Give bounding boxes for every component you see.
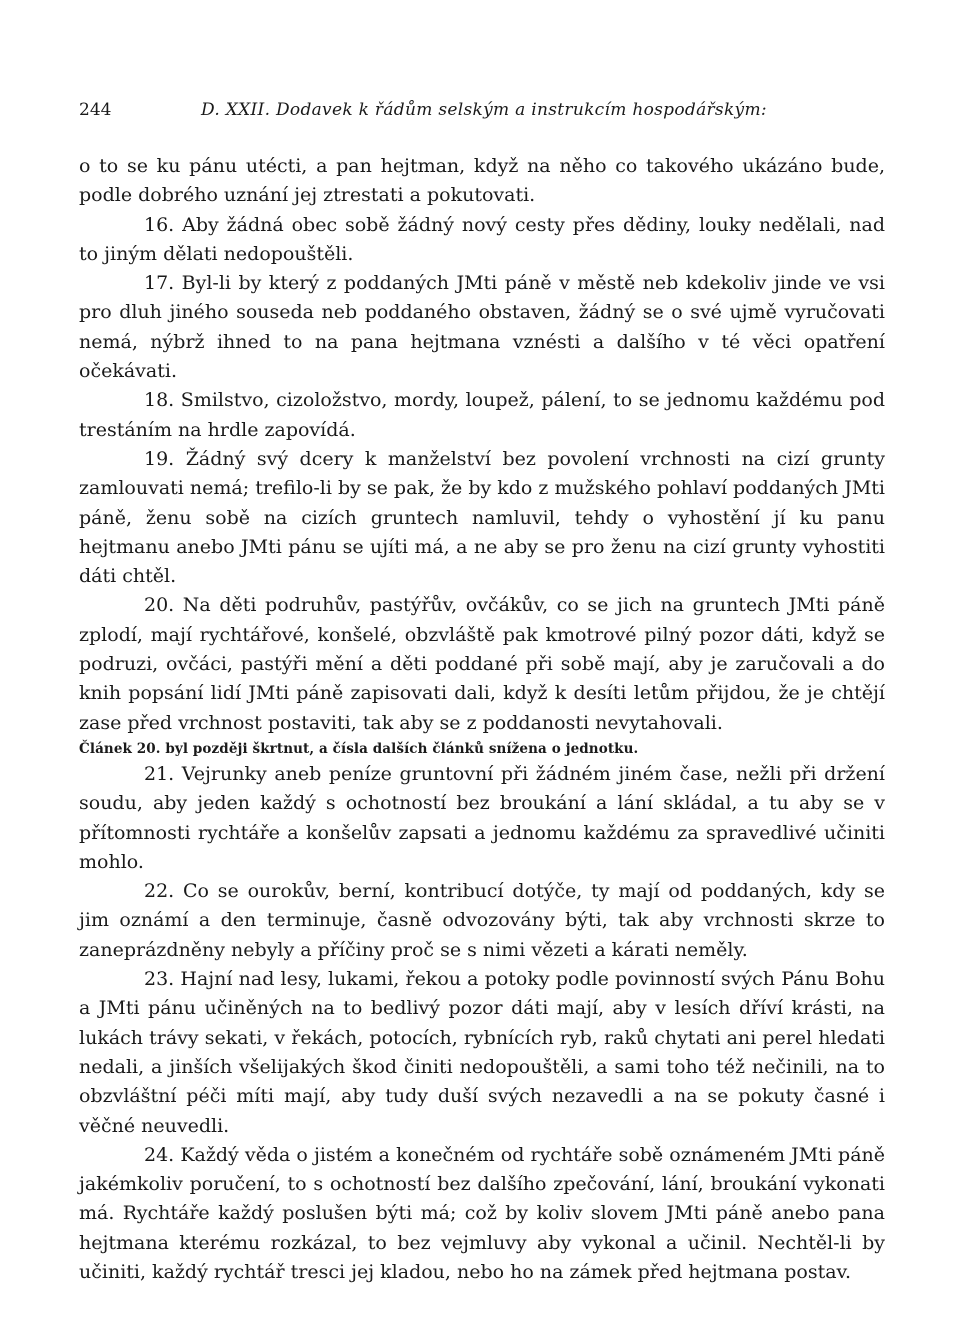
article-16: 16. Aby žádná obec sobě žádný nový cesty přes dědiny, louky nedělali, nad to jiným dělati nedopouštěli. bbox=[79, 213, 885, 265]
body-text bbox=[79, 152, 885, 1287]
article-24: 24. Každý věda o jistém a konečném od rychtáře sobě oznámeném JMti páně jakémkoliv poručení, to s ochotností bez dalšího zpečování, lání, broukání vykonati má. Rychtáře každý poslušen býti má; což by koliv slovem JMti páně anebo pana hejtmana kterému rozkázal, to bez vejmluvy aby vykonal a učinil. Nechtěl-li by učiniti, každý rychtář tresci jej kladou, nebo ho na zámek před hejtmana postav. bbox=[79, 1143, 885, 1283]
article-22: 22. Co se ourokův, berní, kontribucí dotýče, ty mají od poddaných, kdy se jim oznámí a den terminuje, časně odvozovány býti, tak aby vrchnosti skrze to zaneprázdněny nebyly a příčiny proč se s nimi vězeti a kárati neměly. bbox=[79, 880, 885, 961]
article-17: 17. Byl-li by který z poddaných JMti páně v městě neb kdekoliv jinde ve vsi pro dluh jiného souseda neb poddaného obstaven, žádný se o své ujmě vyručovati nemá, nýbrž ihned to na pana hejtmana vznésti a dalšího v té věci opatření očekávati. bbox=[79, 272, 885, 383]
article-21: 21. Vejrunky aneb peníze gruntovní při žádném jiném čase, nežli při držení soudu, aby jeden každý s ochotností bez broukání a lání skládal, a tu aby se v přítomnosti rychtáře a konšelův zapsati a jednomu každému za spravedlivé učiniti mohlo. bbox=[79, 762, 885, 873]
article-18: 18. Smilstvo, cizoložstvo, mordy, loupež, pálení, to se jednomu každému pod trestáním na hrdle zapovídá. bbox=[79, 389, 885, 441]
article-19: 19. Žádný svý dcery k manželství bez povolení vrchnosti na cizí grunty zamlouvati nemá; trefilo-li by se pak, že by kdo z mužského pohlaví poddaných JMti páně, ženu sobě na cizích gruntech namluvil, tehdy o vyhostění jí ku panu hejtmanu anebo JMti pánu se ujíti má, a ne aby se pro ženu na cizí grunty vyhostiti dáti chtěl. bbox=[79, 447, 885, 588]
document-page bbox=[79, 100, 885, 1287]
editorial-note: Článek 20. byl později škrtnut, a čísla dalších článků snížena o jednotku. bbox=[79, 740, 639, 757]
page-header bbox=[79, 100, 885, 130]
article-20: 20. Na děti podruhův, pastýřův, ovčákův, co se jich na gruntech JMti páně zplodí, mají rychtářové, konšelé, obzvláště pak kmotrové pilný pozor dáti, když se podruzi, ovčáci, pastýři mění a děti poddané při sobě mají, aby je zaručovali a do knih popsání lidí JMti páně zapisovati dali, když k desíti letům přijdou, že je chtějí zase před vrchnost postaviti, tak aby se z poddanosti nevytahovali. bbox=[79, 594, 885, 734]
paragraph-continuation: o to se ku pánu utécti, a pan hejtman, když na něho co takového ukázáno bude, podle dobrého uznání jej ztrestati a pokutovati. bbox=[79, 155, 885, 207]
article-23: 23. Hajní nad lesy, lukami, řekou a potoky podle povinností svých Pánu Bohu a JMti pánu učiněných na to bedlivý pozor dáti mají, aby v lesích dříví krásti, na lukách trávy sekati, v řekách, potocích, rybnících ryb, raků chytati ani perel hledati nedali, a jinších všelijakých škod činiti nedopouštěli, a sami toho též nečinili, na to obzvláštní péči míti mají, aby tudy duší svých nezavedli a na se pokuty časné i věčné neuvedli. bbox=[79, 968, 885, 1137]
running-title: D. XXII. Dodavek k řádům selským a instrukcím hospodářským: bbox=[201, 100, 767, 120]
page-number: 244 bbox=[79, 100, 112, 120]
